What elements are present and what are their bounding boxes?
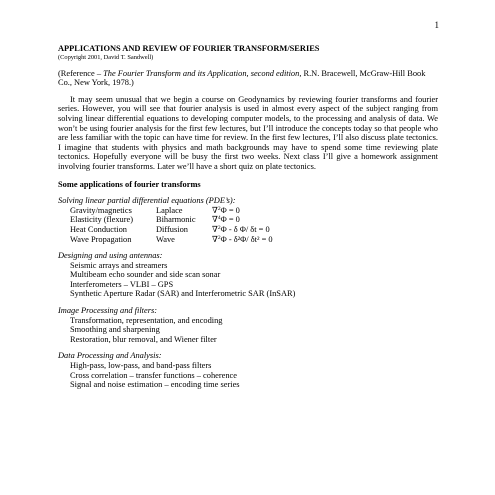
pde-equation	[212, 206, 240, 216]
equation-rest: Φ = 0	[220, 215, 240, 225]
equation-exponent: 2	[217, 205, 221, 212]
reference-prefix: (Reference –	[58, 68, 104, 78]
reference-suffix: , R.N. Bracewell, McGraw-Hill Book Co., New York, 1978.)	[58, 68, 426, 88]
document-body	[58, 44, 438, 397]
pde-row	[58, 225, 438, 235]
section-title: Some applications of fourier transforms	[58, 179, 201, 189]
page-number: 1	[434, 20, 439, 30]
equation-rest: Φ = 0	[220, 205, 240, 215]
pde-name: Wave	[156, 234, 175, 244]
list-item: Interferometers – VLBI – GPS	[70, 279, 174, 289]
list-item: Restoration, blur removal, and Wiener filter	[70, 334, 217, 344]
nabla-symbol: ∇	[212, 205, 218, 215]
equation-exponent: 2	[217, 234, 221, 241]
data-processing-heading: Data Processing and Analysis:	[58, 351, 162, 361]
reference-book-title: The Fourier Transform and its Application, second edition	[103, 68, 300, 78]
pde-equation	[212, 225, 270, 235]
pde-field: Heat Conduction	[70, 224, 127, 234]
pde-heading: Solving linear partial differential equations (PDE’s):	[58, 196, 236, 206]
document-title: APPLICATIONS AND REVIEW OF FOURIER TRANSFORM/SERIES	[58, 44, 320, 53]
reference-line	[58, 69, 438, 88]
antennas-group	[58, 251, 438, 299]
intro-paragraph: It may seem unusual that we begin a course on Geodynamics by reviewing fourier transforms and fourier series. However, you will see that fourier analysis is used in almost every aspect of the subject ranging from solving linear differential equations to developing computer models, to the processing and analysis of data. We won’t be using fourier analysis for the first few lectures, but I’ll introduce the concepts today so that people who are less familiar with the topic can have time for review. In the first few lectures, I’ll also discuss plate tectonics. I imagine that students with physics and math backgrounds may have to spend some time reviewing plate tectonics. Hopefully everyone will be busy the first two weeks. Next class I’ll give a homework assignment involving fourier transforms. Later we’ll have a short quiz on plate tectonics.	[58, 94, 438, 171]
equation-exponent: 2	[217, 224, 221, 231]
list-item: Cross correlation – transfer functions – coherence	[70, 370, 237, 380]
pde-equation	[212, 235, 273, 245]
list-item: Multibeam echo sounder and side scan sonar	[70, 270, 221, 280]
image-processing-heading: Image Processing and filters:	[58, 306, 158, 316]
pde-row	[58, 206, 438, 216]
pde-name: Diffusion	[156, 224, 188, 234]
copyright-line: (Copyright 2001, David T. Sandwell)	[58, 53, 154, 61]
equation-rest: Φ - δ Φ/ δt = 0	[220, 224, 270, 234]
pde-name: Laplace	[156, 205, 183, 215]
nabla-symbol: ∇	[212, 215, 218, 225]
equation-exponent: 4	[217, 215, 221, 222]
antennas-heading: Designing and using antennas:	[58, 251, 163, 261]
nabla-symbol: ∇	[212, 224, 218, 234]
list-item: High-pass, low-pass, and band-pass filters	[70, 361, 212, 371]
pde-equation	[212, 215, 240, 225]
list-item: Synthetic Aperture Radar (SAR) and Interferometric SAR (InSAR)	[70, 289, 296, 299]
equation-rest: Φ - δ²Φ/ δt² = 0	[220, 234, 273, 244]
pde-row	[58, 235, 438, 245]
pde-name: Biharmonic	[156, 215, 196, 225]
list-item: Signal and noise estimation – encoding time series	[70, 380, 240, 390]
list-item: Smoothing and sharpening	[70, 325, 160, 335]
list-item: Transformation, representation, and encoding	[70, 315, 223, 325]
list-item: Seismic arrays and streamers	[70, 260, 168, 270]
data-processing-group	[58, 351, 438, 389]
pde-field: Elasticity (flexure)	[70, 215, 134, 225]
pde-field: Wave Propagation	[70, 234, 132, 244]
pde-group	[58, 196, 438, 244]
nabla-symbol: ∇	[212, 234, 218, 244]
pde-field: Gravity/magnetics	[70, 205, 132, 215]
pde-row	[58, 215, 438, 225]
image-processing-group	[58, 306, 438, 344]
